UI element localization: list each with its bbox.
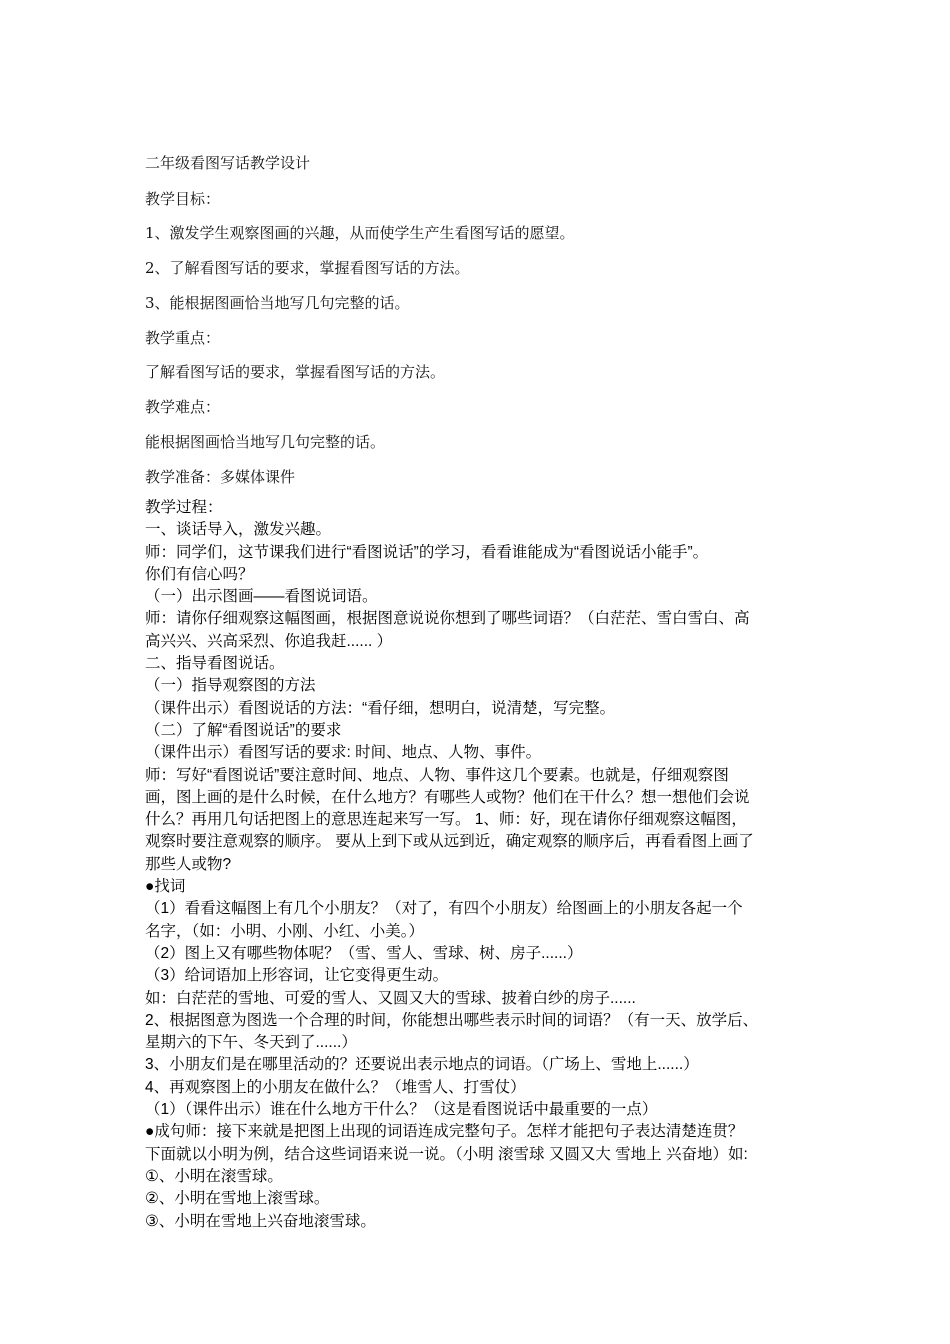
teaching-process: [145, 497, 825, 1233]
difficult-heading: 教学难点：: [145, 398, 221, 416]
goal-item: 2、了解看图写话的要求，掌握看图写话的方法。: [145, 259, 470, 277]
process-line: ②、小明在雪地上滚雪球。: [145, 1190, 330, 1208]
key-text: 了解看图写话的要求，掌握看图写话的方法。: [145, 363, 446, 381]
process-line: （课件出示）看图写话的要求: 时间、地点、人物、事件。: [145, 744, 542, 762]
document-title: 二年级看图写话教学设计: [145, 154, 311, 172]
process-line: 一、谈话导入，激发兴趣。: [145, 521, 332, 539]
process-line: 师：同学们，这节课我们进行“看图说话”的学习，看看谁能成为“看图说话小能手”。: [145, 543, 709, 561]
process-heading: 教学过程：: [145, 499, 223, 516]
key-heading: 教学重点：: [145, 329, 221, 347]
process-line: ③、小明在雪地上兴奋地滚雪球。: [145, 1212, 376, 1230]
process-line: 名字，（如：小明、小刚、小红、小美。）: [145, 922, 425, 940]
process-line: 4、再观察图上的小朋友在做什么？（堆雪人、打雪仗）: [145, 1078, 526, 1096]
process-line: 下面就以小明为例，结合这些词语来说一说。（小明 滚雪球 又圆又大 雪地上 兴奋地）如:: [145, 1145, 748, 1163]
goal-item: 3、能根据图画恰当地写几句完整的话。: [145, 294, 410, 312]
difficult-text: 能根据图画恰当地写几句完整的话。: [145, 433, 386, 451]
process-line: 那些人或物?: [145, 855, 232, 873]
process-line: ●成句师：接下来就是把图上出现的词语连成完整句子。怎样才能把句子表达清楚连贯？: [145, 1123, 744, 1141]
process-line: （1）看看这幅图上有几个小朋友？（对了，有四个小朋友）给图画上的小朋友各起一个: [145, 900, 743, 918]
process-line: 画，图上画的是什么时候，在什么地方？有哪些人或物？他们在干什么？想一想他们会说: [145, 788, 750, 806]
process-line: 观察时要注意观察的顺序。 要从上到下或从远到近，确定观察的顺序后，再看看图上画了: [145, 833, 754, 851]
process-line: 师：请你仔细观察这幅图画，根据图意说说你想到了哪些词语？（白茫茫、雪白雪白、高: [145, 610, 750, 628]
goals-heading: 教学目标：: [145, 190, 221, 208]
process-line: 二、指导看图说话。: [145, 655, 285, 673]
process-line: （一）指导观察图的方法: [145, 677, 316, 695]
process-line: （1）（课件出示）谁在什么地方干什么？（这是看图说话中最重要的一点）: [145, 1101, 658, 1119]
process-line: 星期六的下午、冬天到了......）: [145, 1034, 357, 1052]
process-line: （一）出示图画——看图说词语。: [145, 588, 378, 606]
prep-line: 教学准备：多媒体课件: [145, 468, 296, 486]
process-line: ●找词: [145, 878, 186, 896]
process-line: （2）图上又有哪些物体呢？（雪、雪人、雪球、树、房子......）: [145, 944, 583, 962]
goal-item: 1、激发学生观察图画的兴趣，从而使学生产生看图写话的愿望。: [145, 224, 575, 242]
process-line: 2、根据图意为图选一个合理的时间，你能想出哪些表示时间的词语？（有一天、放学后、: [145, 1011, 759, 1029]
process-line: （二）了解“看图说话”的要求: [145, 721, 342, 739]
process-line: 高兴兴、兴高采烈、你追我赶...... ）: [145, 632, 393, 650]
process-line: （3）给词语加上形容词，让它变得更生动。: [145, 967, 449, 985]
process-line: ①、小明在滚雪球。: [145, 1167, 283, 1185]
process-line: 3、小朋友们是在哪里活动的？还要说出表示地点的词语。（广场上、雪地上......）: [145, 1056, 699, 1074]
process-line: 如：白茫茫的雪地、可爱的雪人、又圆又大的雪球、披着白纱的房子......: [145, 989, 636, 1007]
process-line: 师：写好“看图说话”要注意时间、地点、人物、事件这几个要素。也就是，仔细观察图: [145, 766, 729, 784]
process-line: （课件出示）看图说话的方法：“看仔细，想明白，说清楚，写完整。: [145, 699, 616, 717]
process-line: 你们有信心吗？: [145, 565, 254, 583]
process-line: 什么？再用几句话把图上的意思连起来写一写。 1、师：好，现在请你仔细观察这幅图，: [145, 811, 747, 829]
